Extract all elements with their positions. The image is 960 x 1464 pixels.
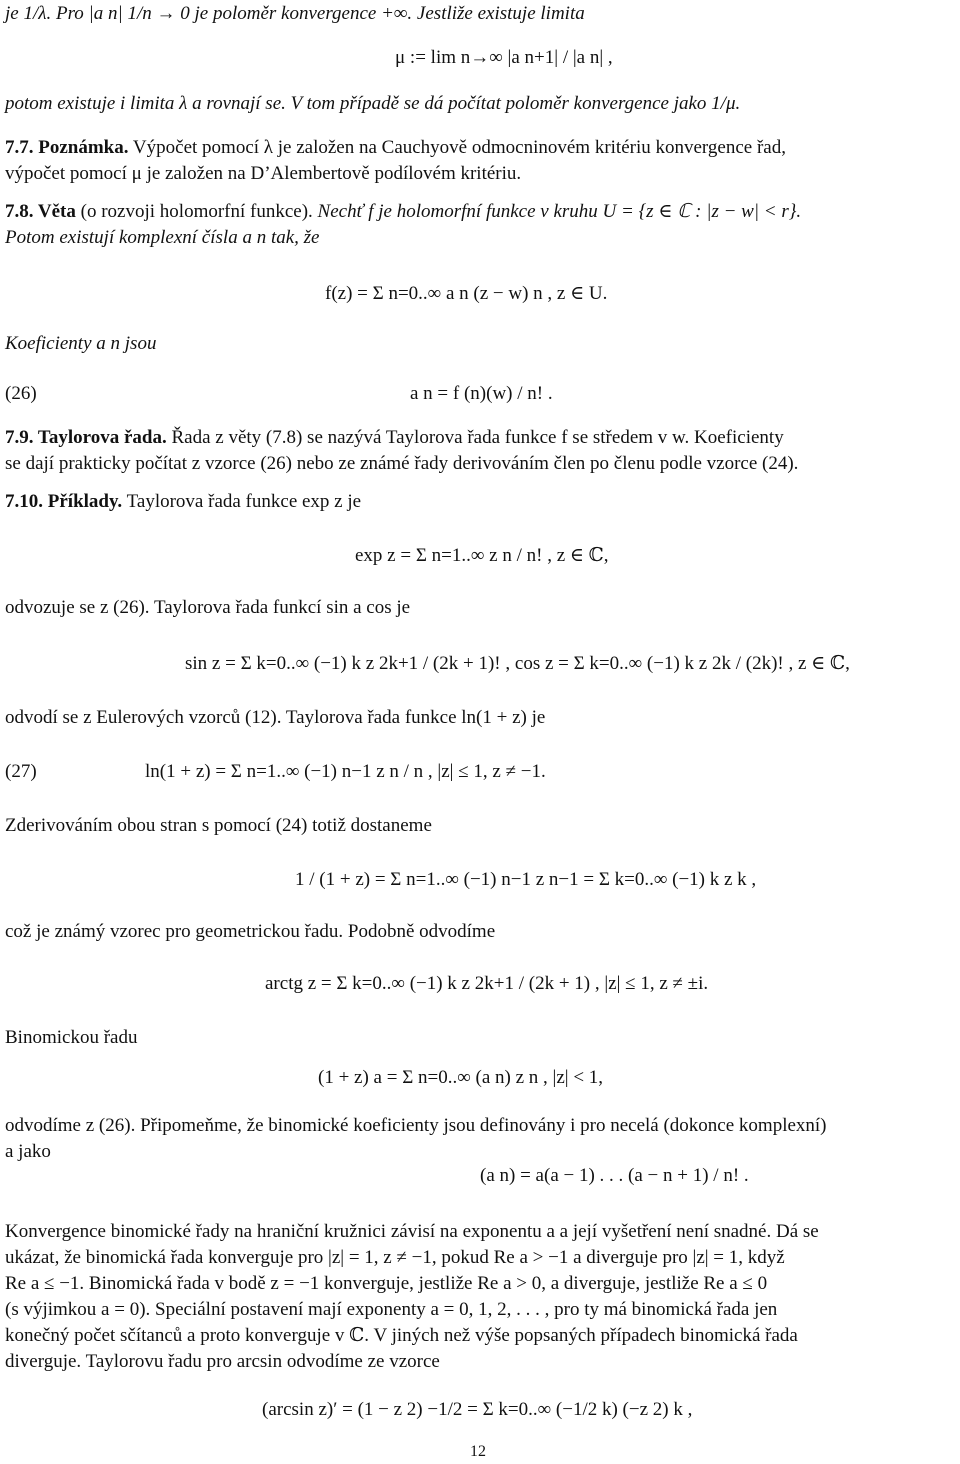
theorem-heading	[5, 200, 801, 224]
examples-heading	[5, 490, 361, 514]
text-line: (s výjimkou a = 0). Speciální postavení mají exponenty a = 0, 1, 2, . . . , pro ty má binomická řada jen	[5, 1299, 778, 1320]
equation-arcsin: (arcsin z)′ = (1 − z 2) −1/2 = Σ k=0..∞ (−1/2 k) (−z 2) k ,	[262, 1399, 693, 1420]
section-heading	[5, 426, 784, 450]
text-line: se dají prakticky počítat z vzorce (26) nebo ze známé řady derivováním člen po členu podle vzorce (24).	[5, 453, 799, 474]
equation-sin-cos: sin z = Σ k=0..∞ (−1) k z 2k+1 / (2k + 1)! , cos z = Σ k=0..∞ (−1) k z 2k / (2k)! , z ∈ ℂ,	[185, 653, 850, 674]
section-text: Řada z věty (7.8) se nazývá Taylorova řada funkce f se středem v w. Koeficienty	[171, 427, 784, 448]
text-line: diverguje. Taylorovu řadu pro arcsin odvodíme ze vzorce	[5, 1351, 440, 1372]
equation-26: a n = f (n)(w) / n! .	[410, 383, 553, 404]
text-line: ukázat, že binomická řada konverguje pro |z| = 1, z ≠ −1, pokud Re a > −1 a diverguje pro |z| = 1, když	[5, 1247, 785, 1268]
remark-title: 7.7. Poznámka.	[5, 137, 129, 158]
equation-binomial: (1 + z) a = Σ n=0..∞ (a n) z n , |z| < 1,	[318, 1067, 604, 1088]
equation-taylor-series: f(z) = Σ n=0..∞ a n (z − w) n , z ∈ U.	[325, 283, 608, 304]
remark-heading	[5, 136, 786, 160]
text-line: je 1/λ. Pro |a n| 1/n → 0 je poloměr konvergence +∞. Jestliže existuje limita	[5, 3, 585, 24]
text-line: odvodíme z (26). Připomeňme, že binomické koeficienty jsou definovány i pro necelá (dokonce komplexní)	[5, 1115, 827, 1136]
remark-text: Výpočet pomocí λ je založen na Cauchyově odmocninovém kritériu konvergence řad,	[132, 137, 786, 158]
equation-geometric: 1 / (1 + z) = Σ n=1..∞ (−1) n−1 z n−1 = Σ k=0..∞ (−1) k z k ,	[295, 869, 757, 890]
section-title: 7.9. Taylorova řada.	[5, 427, 167, 448]
text-line: Koeficienty a n jsou	[5, 333, 157, 354]
text-line: Binomickou řadu	[5, 1027, 138, 1048]
equation-binomial-coefficient: (a n) = a(a − 1) . . . (a − n + 1) / n! .	[480, 1165, 749, 1186]
equation-exp: exp z = Σ n=1..∞ z n / n! , z ∈ ℂ,	[355, 545, 609, 566]
page-number: 12	[470, 1443, 486, 1460]
text-line: a jako	[5, 1141, 51, 1162]
text-line: Potom existují komplexní čísla a n tak, že	[5, 227, 320, 248]
text-line: což je známý vzorec pro geometrickou řadu. Podobně odvodíme	[5, 921, 496, 942]
equation-number: (27)	[5, 761, 37, 782]
text-line: Zderivováním obou stran s pomocí (24) totiž dostaneme	[5, 815, 432, 836]
theorem-text: Nechť f je holomorfní funkce v kruhu U = {z ∈ ℂ : |z − w| < r}.	[317, 201, 802, 222]
equation-number: (26)	[5, 383, 37, 404]
text-line: odvodí se z Eulerových vzorců (12). Taylorova řada funkce ln(1 + z) je	[5, 707, 546, 728]
equation-arctg: arctg z = Σ k=0..∞ (−1) k z 2k+1 / (2k + 1) , |z| ≤ 1, z ≠ ±i.	[265, 973, 709, 994]
equation-27: ln(1 + z) = Σ n=1..∞ (−1) n−1 z n / n , |z| ≤ 1, z ≠ −1.	[145, 761, 546, 782]
text-line: konečný počet sčítanců a proto konverguje v ℂ. V jiných než výše popsaných případech binomická řada	[5, 1325, 798, 1346]
text-line: potom existuje i limita λ a rovnají se. V tom případě se dá počítat poloměr konvergence jako 1/μ.	[5, 93, 741, 114]
theorem-subtitle: (o rozvoji holomorfní funkce).	[80, 201, 313, 222]
examples-text: Taylorova řada funkce exp z je	[126, 491, 362, 512]
text-line: odvozuje se z (26). Taylorova řada funkcí sin a cos je	[5, 597, 411, 618]
text-line: výpočet pomocí μ je založen na D’Alembertově podílovém kritériu.	[5, 163, 522, 184]
text-line: Re a ≤ −1. Binomická řada v bodě z = −1 konverguje, jestliže Re a > 0, a diverguje, jestliže Re a ≤ 0	[5, 1273, 768, 1294]
theorem-title: 7.8. Věta	[5, 201, 76, 222]
examples-title: 7.10. Příklady.	[5, 491, 123, 512]
text-line: Konvergence binomické řady na hraniční kružnici závisí na exponentu a a její vyšetření není snadné. Dá se	[5, 1221, 819, 1242]
equation-mu: μ := lim n→∞ |a n+1| / |a n| ,	[395, 47, 613, 68]
